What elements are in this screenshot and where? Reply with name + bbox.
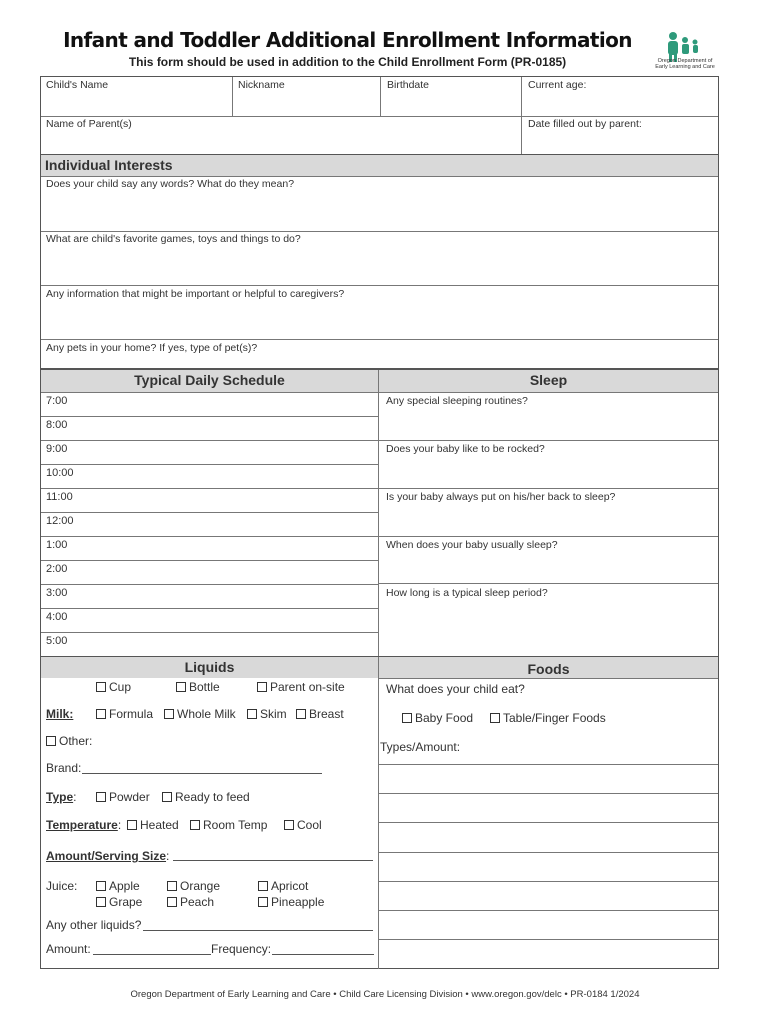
whole-milk-option[interactable]: Whole Milk [164, 707, 236, 721]
parent-onsite-option[interactable]: Parent on-site [257, 680, 345, 694]
heated-option[interactable]: Heated [127, 818, 179, 832]
orange-option[interactable]: Orange [167, 879, 220, 893]
schedule-row-divider [41, 632, 378, 633]
schedule-row[interactable]: 12:00 [46, 515, 74, 527]
date-filled-field[interactable]: Date filled out by parent: [528, 118, 642, 130]
pineapple-option[interactable]: Pineapple [258, 895, 324, 909]
frequency-label: Frequency: [211, 942, 272, 956]
heated-checkbox[interactable] [127, 820, 137, 830]
form-title: Infant and Toddler Additional Enrollment Information [63, 28, 632, 52]
cup-option[interactable]: Cup [96, 680, 131, 694]
sleep-period-question[interactable]: How long is a typical sleep period? [386, 587, 548, 599]
family-figures-icon [655, 30, 715, 80]
schedule-row[interactable]: 1:00 [46, 539, 68, 551]
parent-onsite-checkbox[interactable] [257, 682, 267, 692]
brand-label: Brand: [46, 761, 82, 775]
types-amount-label: Types/Amount: [380, 740, 461, 754]
peach-option[interactable]: Peach [167, 895, 214, 909]
page-footer: Oregon Department of Early Learning and Care • Child Care Licensing Division • www.oregon.gov/delc • PR-0184 1/2024 [130, 989, 640, 1000]
bottle-checkbox[interactable] [176, 682, 186, 692]
other-liquids-label: Any other liquids? [46, 918, 142, 932]
amount-serving-label: Amount/Serving Size: [46, 849, 170, 863]
skim-checkbox[interactable] [247, 709, 257, 719]
grape-checkbox[interactable] [96, 897, 106, 907]
temperature-label: Temperature: [46, 818, 122, 832]
sleep-time-question[interactable]: When does your baby usually sleep? [386, 539, 558, 551]
milk-label: Milk: [46, 707, 74, 721]
foods-heading: Foods [527, 661, 570, 677]
formula-checkbox[interactable] [96, 709, 106, 719]
child-name-field[interactable]: Child's Name [46, 79, 109, 91]
form-subtitle: This form should be used in addition to the Child Enrollment Form (PR-0185) [128, 55, 567, 69]
formula-option[interactable]: Formula [96, 707, 153, 721]
schedule-row-divider [41, 416, 378, 417]
apple-option[interactable]: Apple [96, 879, 140, 893]
schedule-row[interactable]: 7:00 [46, 395, 68, 407]
schedule-row[interactable]: 9:00 [46, 443, 68, 455]
other-milk-checkbox[interactable] [46, 736, 56, 746]
room-temp-checkbox[interactable] [190, 820, 200, 830]
brand-line[interactable] [82, 773, 322, 774]
schedule-row-divider [41, 608, 378, 609]
bottle-option[interactable]: Bottle [176, 680, 220, 694]
words-question[interactable]: Does your child say any words? What do they mean? [46, 178, 295, 190]
schedule-row-divider [41, 488, 378, 489]
frequency-line[interactable] [272, 954, 374, 955]
foods-question: What does your child eat? [386, 682, 525, 696]
sleep-routines-question[interactable]: Any special sleeping routines? [386, 395, 528, 407]
schedule-row[interactable]: 8:00 [46, 419, 68, 431]
breast-option[interactable]: Breast [296, 707, 344, 721]
peach-checkbox[interactable] [167, 897, 177, 907]
nickname-field[interactable]: Nickname [238, 79, 285, 91]
other-liquids-line[interactable] [143, 930, 373, 931]
schedule-row[interactable]: 4:00 [46, 611, 68, 623]
apricot-option[interactable]: Apricot [258, 879, 308, 893]
schedule-row-divider [41, 536, 378, 537]
powder-checkbox[interactable] [96, 792, 106, 802]
apple-checkbox[interactable] [96, 881, 106, 891]
rocked-question[interactable]: Does your baby like to be rocked? [386, 443, 545, 455]
schedule-row-divider [41, 440, 378, 441]
favorite-games-question[interactable]: What are child's favorite games, toys and things to do? [46, 233, 301, 245]
baby-food-checkbox[interactable] [402, 713, 412, 723]
schedule-row-divider [41, 584, 378, 585]
amount-label: Amount: [46, 942, 91, 956]
schedule-row[interactable]: 10:00 [46, 467, 74, 479]
breast-checkbox[interactable] [296, 709, 306, 719]
current-age-field[interactable]: Current age: [528, 79, 587, 91]
table-food-checkbox[interactable] [490, 713, 500, 723]
amount-line[interactable] [93, 954, 211, 955]
birthdate-field[interactable]: Birthdate [387, 79, 430, 91]
whole-milk-checkbox[interactable] [164, 709, 174, 719]
schedule-row[interactable]: 3:00 [46, 587, 68, 599]
sleep-heading: Sleep [529, 372, 568, 388]
schedule-row-divider [41, 512, 378, 513]
skim-option[interactable]: Skim [247, 707, 287, 721]
ready-to-feed-option[interactable]: Ready to feed [162, 790, 250, 804]
schedule-sleep-section [40, 369, 719, 657]
type-label: Type: [46, 790, 77, 804]
caregiver-info-question[interactable]: Any information that might be important or helpful to caregivers? [46, 288, 345, 300]
orange-checkbox[interactable] [167, 881, 177, 891]
interests-heading: Individual Interests [45, 157, 173, 173]
agency-logo-text: Oregon Department of Early Learning and Care [655, 58, 715, 70]
table-food-option[interactable]: Table/Finger Foods [490, 711, 606, 725]
cool-checkbox[interactable] [284, 820, 294, 830]
apricot-checkbox[interactable] [258, 881, 268, 891]
juice-label: Juice: [46, 879, 78, 893]
amount-serving-line[interactable] [173, 860, 373, 861]
schedule-row-divider [41, 560, 378, 561]
pets-question[interactable]: Any pets in your home? If yes, type of pet(s)? [46, 342, 258, 354]
room-temp-option[interactable]: Room Temp [190, 818, 267, 832]
pineapple-checkbox[interactable] [258, 897, 268, 907]
ready-to-feed-checkbox[interactable] [162, 792, 172, 802]
baby-food-option[interactable]: Baby Food [402, 711, 473, 725]
liquids-heading: Liquids [184, 659, 235, 675]
schedule-row[interactable]: 5:00 [46, 635, 68, 647]
liquids-foods-section [40, 656, 719, 969]
other-milk-option[interactable]: Other: [46, 734, 92, 748]
schedule-row-divider [41, 464, 378, 465]
schedule-row[interactable]: 2:00 [46, 563, 68, 575]
back-sleep-question[interactable]: Is your baby always put on his/her back to sleep? [386, 491, 616, 503]
schedule-row[interactable]: 11:00 [46, 491, 73, 503]
powder-option[interactable]: Powder [96, 790, 150, 804]
schedule-heading: Typical Daily Schedule [134, 372, 285, 388]
grape-option[interactable]: Grape [96, 895, 142, 909]
cool-option[interactable]: Cool [284, 818, 322, 832]
cup-checkbox[interactable] [96, 682, 106, 692]
parent-name-field[interactable]: Name of Parent(s) [46, 118, 132, 130]
